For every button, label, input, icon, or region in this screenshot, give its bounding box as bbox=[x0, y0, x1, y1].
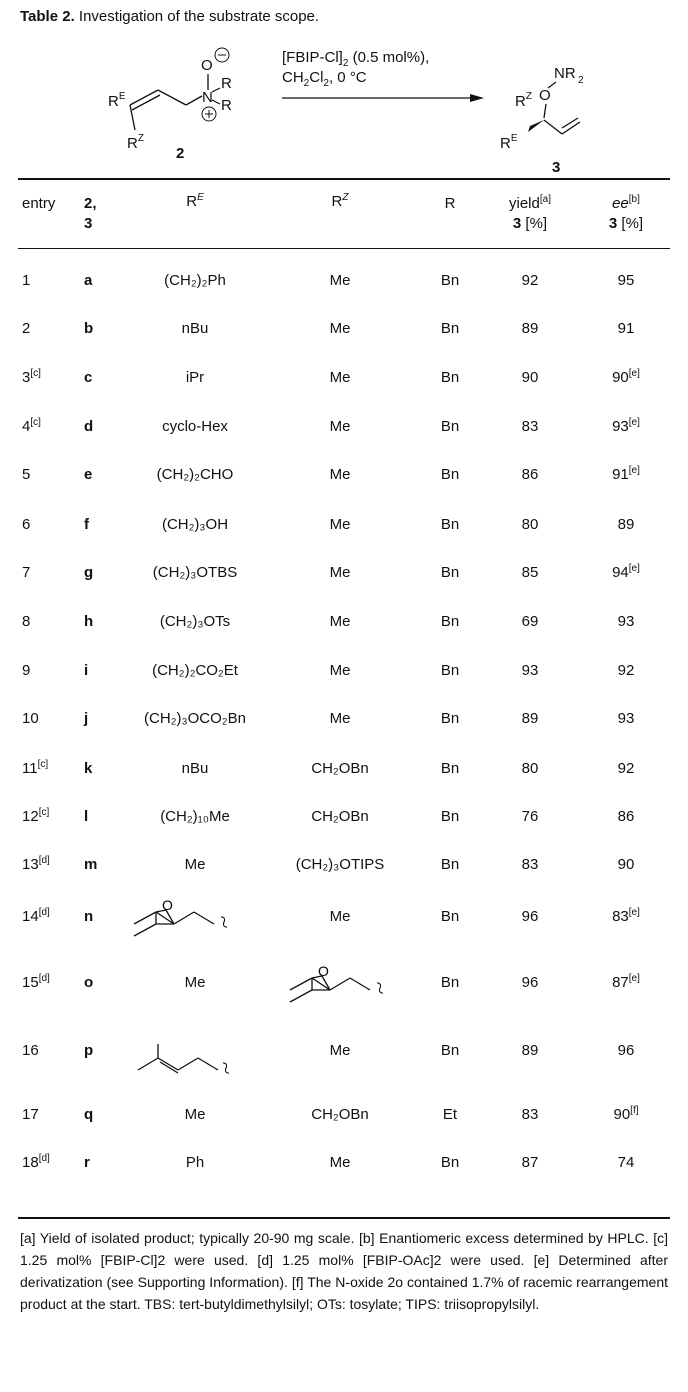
re-cell: nBu bbox=[181, 760, 209, 777]
rz-cell: Me bbox=[329, 516, 351, 533]
table-row bbox=[0, 1036, 688, 1066]
ee-footnote-marker: [e] bbox=[628, 368, 640, 379]
table-row bbox=[0, 850, 688, 880]
table-row bbox=[0, 412, 688, 442]
entry-cell: 12[c] bbox=[22, 807, 50, 825]
r-cell: Et bbox=[442, 1106, 458, 1123]
re-cell: (CH₂)₃OCO₂Bn bbox=[144, 710, 246, 727]
ee-cell: 74 bbox=[617, 1154, 635, 1171]
entry-footnote-marker: [d] bbox=[38, 907, 50, 918]
ee-cell: 90[f] bbox=[613, 1105, 639, 1123]
table-row bbox=[0, 314, 688, 344]
rz-cell: Me bbox=[329, 662, 351, 679]
ee-cell: 92 bbox=[617, 760, 635, 777]
svg-text:O: O bbox=[318, 963, 329, 979]
yield-cell: 87 bbox=[521, 1154, 539, 1171]
re-cell: Me bbox=[184, 974, 206, 991]
table-footnote: [a] Yield of isolated product; typically 20-90 mg scale. [b] Enantiomeric excess determined by HPLC. [c] 1.25 mol% [FBIP-Cl]2 were used. [d] 1.25 mol% [FBIP-OAc]2 were used. [e] Determined after derivatization (see Supporting Information). [f] The N-oxide 2o contained 1.7% of racemic rearrangement product at the start. TBS: tert-butyldimethylsilyl; OTs: tosylate; TIPS: triisopropylsilyl. bbox=[20, 1230, 668, 1312]
reaction-scheme bbox=[0, 30, 688, 180]
re-cell: (CH₂)₁₀Me bbox=[160, 808, 230, 825]
entry-cell: 6 bbox=[22, 516, 31, 533]
table-row bbox=[0, 704, 688, 734]
table-caption bbox=[20, 8, 319, 25]
table-row bbox=[0, 510, 688, 540]
table-row bbox=[0, 558, 688, 588]
entry-cell: 16 bbox=[22, 1042, 39, 1059]
ee-cell: 91 bbox=[617, 320, 635, 337]
table-row bbox=[0, 1148, 688, 1178]
substrate-cell: i bbox=[84, 662, 89, 679]
rz-cell: CH₂OBn bbox=[311, 1106, 369, 1123]
yield-cell: 89 bbox=[521, 1042, 539, 1059]
substrate-cell: m bbox=[84, 856, 98, 873]
r-cell: Bn bbox=[440, 564, 460, 581]
yield-cell: 80 bbox=[521, 516, 539, 533]
entry-footnote-marker: [d] bbox=[38, 855, 50, 866]
entry-cell: 3[c] bbox=[22, 368, 41, 386]
substrate-cell: k bbox=[84, 760, 93, 777]
entry-cell: 4[c] bbox=[22, 417, 41, 435]
ee-footnote-marker: [e] bbox=[628, 465, 640, 476]
svg-text:O: O bbox=[201, 57, 213, 74]
rz-cell: CH₂OBn bbox=[311, 808, 369, 825]
ee-cell: 94[e] bbox=[612, 563, 640, 581]
re-cell: (CH₂)₂Ph bbox=[164, 272, 226, 289]
prenyl-fragment-structure bbox=[120, 1030, 280, 1090]
yield-cell: 76 bbox=[521, 808, 539, 825]
r-cell: Bn bbox=[440, 369, 460, 386]
r-cell: Bn bbox=[440, 808, 460, 825]
r-cell: Bn bbox=[440, 418, 460, 435]
table-row bbox=[0, 460, 688, 490]
substrate-cell: n bbox=[84, 908, 94, 925]
table-row bbox=[0, 897, 688, 932]
product-number: 3 bbox=[552, 159, 561, 176]
re-cell: Me bbox=[184, 1106, 206, 1123]
table-row bbox=[0, 656, 688, 686]
substrate-cell: l bbox=[84, 808, 89, 825]
yield-cell: 96 bbox=[521, 974, 539, 991]
yield-cell: 83 bbox=[521, 1106, 539, 1123]
header-substrate: 2, 3 bbox=[84, 195, 97, 232]
ee-cell: 86 bbox=[617, 808, 635, 825]
substrate-cell: g bbox=[84, 564, 94, 581]
entry-footnote-marker: [c] bbox=[30, 368, 41, 379]
caption-text: Investigation of the substrate scope. bbox=[78, 8, 320, 25]
svg-text:RE: $R^E$ bbox=[500, 133, 518, 152]
rz-cell: Me bbox=[329, 908, 351, 925]
rz-cell: Me bbox=[329, 710, 351, 727]
header-re: $R^E$ bbox=[186, 192, 204, 210]
substrate-cell: q bbox=[84, 1106, 94, 1123]
rz-cell: Me bbox=[329, 418, 351, 435]
yield-cell: 86 bbox=[521, 466, 539, 483]
svg-text:RZ: $R^Z$ bbox=[515, 91, 532, 110]
r-cell: Bn bbox=[440, 974, 460, 991]
substrate-cell: c bbox=[84, 369, 93, 386]
reactant-structure bbox=[130, 74, 208, 130]
r-cell: Bn bbox=[440, 516, 460, 533]
re-cell: cyclo-Hex bbox=[162, 418, 228, 435]
re-cell: Ph bbox=[185, 1154, 205, 1171]
substrate-cell: a bbox=[84, 272, 93, 289]
rz-cell: Me bbox=[329, 369, 351, 386]
entry-cell: 17 bbox=[22, 1106, 39, 1123]
ee-cell: 87[e] bbox=[612, 973, 640, 991]
rz-cell: Me bbox=[329, 1154, 351, 1171]
re-cell: (CH₂)₂CHO bbox=[156, 466, 234, 483]
yield-cell: 96 bbox=[521, 908, 539, 925]
entry-cell: 10 bbox=[22, 710, 39, 727]
ee-cell: 83[e] bbox=[612, 907, 640, 925]
svg-text:N: N bbox=[202, 89, 213, 106]
r-cell: Bn bbox=[440, 856, 460, 873]
yield-cell: 93 bbox=[521, 662, 539, 679]
yield-cell: 89 bbox=[521, 710, 539, 727]
substrate-cell: d bbox=[84, 418, 94, 435]
entry-cell: 8 bbox=[22, 613, 31, 630]
svg-text:R: R bbox=[221, 75, 232, 92]
re-cell: iPr bbox=[185, 369, 205, 386]
rz-cell: Me bbox=[329, 320, 351, 337]
svg-text:NR: NR bbox=[554, 65, 576, 82]
re-cell: (CH₂)₃OTs bbox=[159, 613, 231, 630]
entry-footnote-marker: [c] bbox=[38, 807, 50, 818]
table-row bbox=[0, 607, 688, 637]
header-rule bbox=[18, 248, 670, 249]
ee-cell: 93 bbox=[617, 613, 635, 630]
entry-cell: 15[d] bbox=[22, 973, 50, 991]
re-cell: (CH₂)₂CO₂Et bbox=[152, 662, 238, 679]
entry-cell: 11[c] bbox=[22, 759, 49, 777]
rz-cell: (CH₂)₃OTIPS bbox=[295, 856, 385, 873]
table-top-rule bbox=[18, 178, 670, 180]
re-cell: (CH₂)₃OH bbox=[161, 516, 229, 533]
entry-cell: 5 bbox=[22, 466, 31, 483]
ee-footnote-marker: [e] bbox=[628, 907, 640, 918]
conditions-line2: $CH_2Cl_2$, 0 °C bbox=[282, 69, 367, 89]
r-cell: Bn bbox=[440, 272, 460, 289]
entry-cell: 14[d] bbox=[22, 907, 50, 925]
ee-cell: 95 bbox=[617, 272, 635, 289]
ee-cell: 93 bbox=[617, 710, 635, 727]
table-row bbox=[0, 1100, 688, 1130]
entry-footnote-marker: [c] bbox=[37, 759, 49, 770]
entry-cell: 7 bbox=[22, 564, 31, 581]
entry-footnote-marker: [d] bbox=[38, 973, 50, 984]
rz-cell: Me bbox=[329, 466, 351, 483]
ee-cell: 96 bbox=[617, 1042, 635, 1059]
entry-cell: 13[d] bbox=[22, 855, 50, 873]
yield-cell: 92 bbox=[521, 272, 539, 289]
r-cell: Bn bbox=[440, 760, 460, 777]
substrate-cell: h bbox=[84, 613, 94, 630]
entry-cell: 9 bbox=[22, 662, 31, 679]
rz-cell: Me bbox=[329, 613, 351, 630]
svg-text:RE: $R^E$ bbox=[108, 91, 126, 110]
r-cell: Bn bbox=[440, 320, 460, 337]
yield-cell: 83 bbox=[521, 856, 539, 873]
ee-cell: 89 bbox=[617, 516, 635, 533]
ee-footnote-marker: [e] bbox=[628, 417, 640, 428]
entry-footnote-marker: [d] bbox=[38, 1153, 50, 1164]
yield-cell: 85 bbox=[521, 564, 539, 581]
substrate-cell: p bbox=[84, 1042, 94, 1059]
ee-footnote-marker: [f] bbox=[630, 1105, 639, 1116]
epoxide-fragment-structure bbox=[276, 962, 436, 1022]
svg-text:O: O bbox=[162, 897, 173, 913]
r-cell: Bn bbox=[440, 613, 460, 630]
rz-cell: Me bbox=[329, 1042, 351, 1059]
header-ee: ee[b] 3 [%] bbox=[608, 194, 644, 232]
r-cell: Bn bbox=[440, 908, 460, 925]
table-bottom-rule bbox=[18, 1217, 670, 1219]
svg-text:R: R bbox=[221, 97, 232, 114]
ee-cell: 91[e] bbox=[612, 465, 640, 483]
r-cell: Bn bbox=[440, 466, 460, 483]
yield-cell: 69 bbox=[521, 613, 539, 630]
header-rz: $R^Z$ bbox=[331, 192, 349, 210]
substrate-cell: o bbox=[84, 974, 94, 991]
ee-cell: 90 bbox=[617, 856, 635, 873]
table-row bbox=[0, 963, 688, 998]
r-cell: Bn bbox=[440, 1042, 460, 1059]
ee-footnote-marker: [e] bbox=[628, 563, 640, 574]
ee-cell: 90[e] bbox=[612, 368, 640, 386]
rz-cell: Me bbox=[329, 564, 351, 581]
entry-cell: 2 bbox=[22, 320, 31, 337]
substrate-cell: b bbox=[84, 320, 94, 337]
entry-cell: 1 bbox=[22, 272, 31, 289]
yield-cell: 83 bbox=[521, 418, 539, 435]
re-cell: (CH₂)₃OTBS bbox=[152, 564, 238, 581]
yield-cell: 90 bbox=[521, 369, 539, 386]
substrate-cell: j bbox=[84, 710, 89, 727]
re-cell: nBu bbox=[181, 320, 209, 337]
epoxide-fragment-structure bbox=[120, 896, 280, 956]
conditions-line1: $[FBIP-Cl]_2$ (0.5 mol%), bbox=[282, 49, 430, 69]
svg-text:2: 2 bbox=[578, 75, 584, 86]
svg-text:O: O bbox=[539, 87, 551, 104]
caption-label: Table 2. bbox=[20, 8, 75, 25]
substrate-cell: r bbox=[84, 1154, 90, 1171]
header-r: R bbox=[444, 195, 456, 212]
ee-cell: 92 bbox=[617, 662, 635, 679]
re-cell: Me bbox=[184, 856, 206, 873]
arrow-head bbox=[470, 94, 484, 102]
reactant-number: 2 bbox=[176, 145, 185, 162]
yield-cell: 80 bbox=[521, 760, 539, 777]
table-header bbox=[0, 186, 688, 246]
substrate-cell: f bbox=[84, 516, 89, 533]
entry-cell: 18[d] bbox=[22, 1153, 50, 1171]
table-row bbox=[0, 802, 688, 832]
table-row bbox=[0, 754, 688, 784]
rz-cell: Me bbox=[329, 272, 351, 289]
r-cell: Bn bbox=[440, 1154, 460, 1171]
yield-cell: 89 bbox=[521, 320, 539, 337]
r-cell: Bn bbox=[440, 662, 460, 679]
ee-cell: 93[e] bbox=[612, 417, 640, 435]
header-yield: yield[a] 3 [%] bbox=[509, 194, 551, 232]
header-entry: entry bbox=[22, 195, 56, 212]
entry-footnote-marker: [c] bbox=[30, 417, 41, 428]
table-row bbox=[0, 363, 688, 393]
svg-text:RZ: $R^Z$ bbox=[127, 133, 144, 152]
table-row bbox=[0, 266, 688, 296]
ee-footnote-marker: [e] bbox=[628, 973, 640, 984]
substrate-cell: e bbox=[84, 466, 93, 483]
rz-cell: CH₂OBn bbox=[311, 760, 369, 777]
r-cell: Bn bbox=[440, 710, 460, 727]
